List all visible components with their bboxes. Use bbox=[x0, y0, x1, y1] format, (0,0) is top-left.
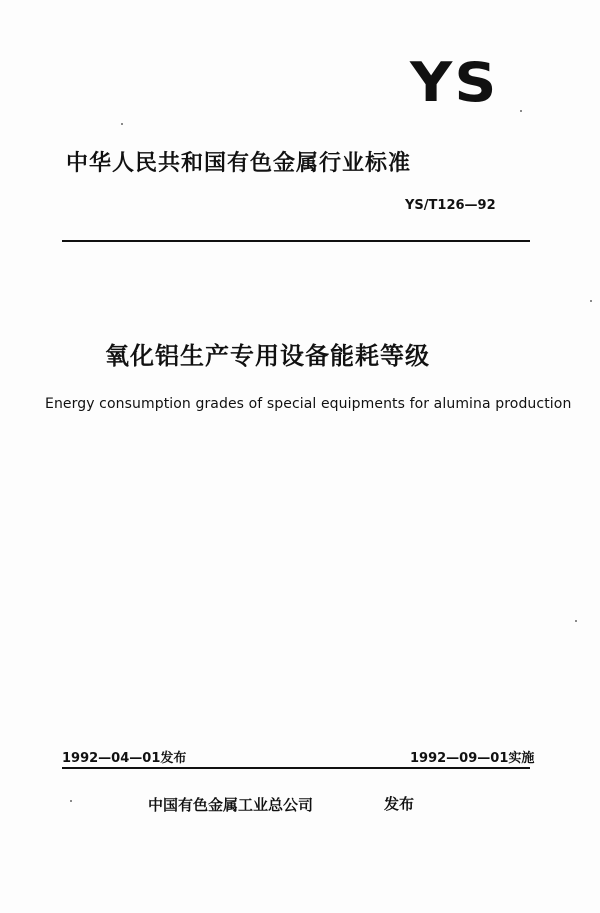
scan-speck bbox=[520, 110, 522, 112]
scan-speck bbox=[590, 300, 592, 302]
implementation-date: 1992—09—01实施 bbox=[410, 751, 535, 766]
document-title-chinese: 氧化铝生产专用设备能耗等级 bbox=[105, 342, 430, 370]
publish-label: 发布 bbox=[384, 795, 415, 813]
issue-date: 1992—04—01发布 bbox=[62, 751, 187, 766]
industry-standard-title: 中华人民共和国有色金属行业标准 bbox=[66, 151, 412, 176]
header-divider bbox=[62, 240, 530, 242]
publisher-name: 中国有色金属工业总公司 bbox=[148, 796, 314, 814]
scan-speck bbox=[70, 800, 72, 802]
standard-number: YS/T126—92 bbox=[405, 198, 496, 213]
footer-divider bbox=[62, 767, 530, 769]
scan-speck bbox=[575, 620, 577, 622]
document-title-english: Energy consumption grades of special equipments for alumina production bbox=[45, 396, 572, 412]
ys-logo: YS bbox=[410, 51, 499, 114]
scan-speck bbox=[121, 123, 123, 125]
